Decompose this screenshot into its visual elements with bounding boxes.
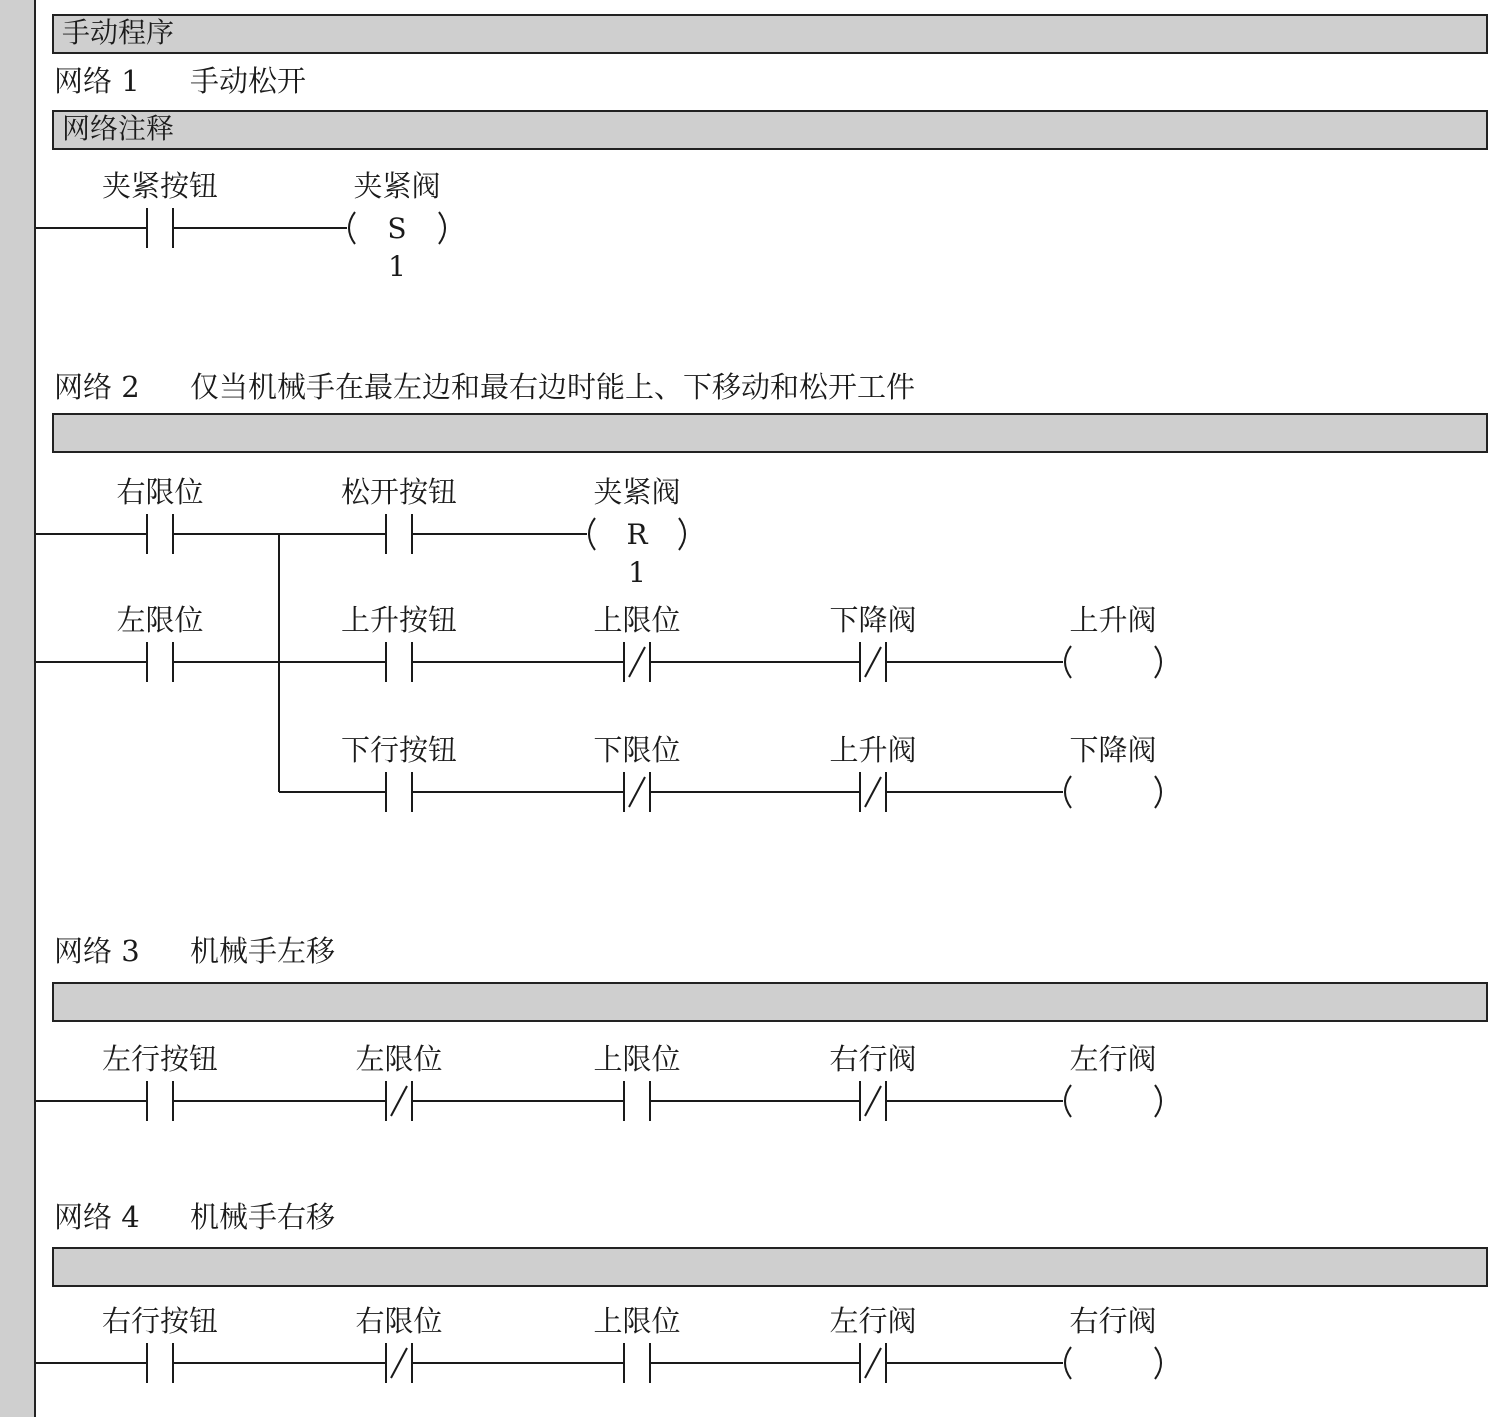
coil-label: 夹紧阀 [353,169,441,203]
coil-arc-right [679,518,685,550]
program-title: 手动程序 [62,16,175,49]
no-contact-label: 左行按钮 [101,1042,219,1076]
coil-count: 1 [388,250,406,283]
no-contact-label: 上限位 [593,1042,681,1076]
nc-slash [629,777,645,807]
nc-slash [629,647,645,677]
coil-label: 夹紧阀 [593,475,681,509]
network-1-comment: 网络注释 [62,112,175,145]
network-1-title: 手动松开 [190,64,307,98]
coil-arc-left [1065,646,1071,678]
nc-contact-label: 下降阀 [829,603,917,637]
nc-contact-label: 右行阀 [829,1042,917,1076]
network-1-number: 网络 1 [54,64,140,98]
nc-slash [865,1348,881,1378]
no-contact-label: 上升按钮 [340,603,458,637]
coil-label: 左行阀 [1069,1042,1157,1076]
nc-slash [865,647,881,677]
nc-contact-label: 右限位 [355,1304,443,1338]
nc-contact-label: 左行阀 [829,1304,917,1338]
coil-label: 上升阀 [1069,603,1157,637]
coil-arc-right [1155,776,1161,808]
coil-operation: S [387,212,407,245]
no-contact-label: 夹紧按钮 [101,169,219,203]
network-4-number: 网络 4 [54,1200,140,1234]
network-2-number: 网络 2 [54,370,140,404]
coil-arc-left [1065,776,1071,808]
nc-contact-label: 上限位 [593,603,681,637]
nc-contact-label: 下限位 [593,733,681,767]
coil-operation: R [626,518,648,551]
no-contact-label: 下行按钮 [340,733,458,767]
coil-arc-left [1065,1347,1071,1379]
network-2-title: 仅当机械手在最左边和最右边时能上、下移动和松开工件 [190,370,916,404]
coil-arc-left [589,518,595,550]
coil-arc-left [1065,1085,1071,1117]
coil-arc-right [1155,1347,1161,1379]
nc-contact-label: 左限位 [355,1042,443,1076]
coil-label: 右行阀 [1069,1304,1157,1338]
nc-slash [865,1086,881,1116]
nc-contact-label: 上升阀 [829,733,917,767]
nc-slash [865,777,881,807]
no-contact-label: 左限位 [116,603,204,637]
network-3-number: 网络 3 [54,934,140,968]
no-contact-label: 右限位 [116,475,204,509]
nc-slash [391,1348,407,1378]
coil-arc-right [1155,1085,1161,1117]
coil-arc-right [1155,646,1161,678]
network-3-title: 机械手左移 [190,934,336,968]
coil-count: 1 [628,556,646,589]
no-contact-label: 松开按钮 [340,475,458,509]
coil-arc-left [349,212,355,244]
coil-arc-right [439,212,445,244]
no-contact-label: 右行按钮 [101,1304,219,1338]
no-contact-label: 上限位 [593,1304,681,1338]
coil-label: 下降阀 [1069,733,1157,767]
nc-slash [391,1086,407,1116]
network-4-title: 机械手右移 [190,1200,336,1234]
